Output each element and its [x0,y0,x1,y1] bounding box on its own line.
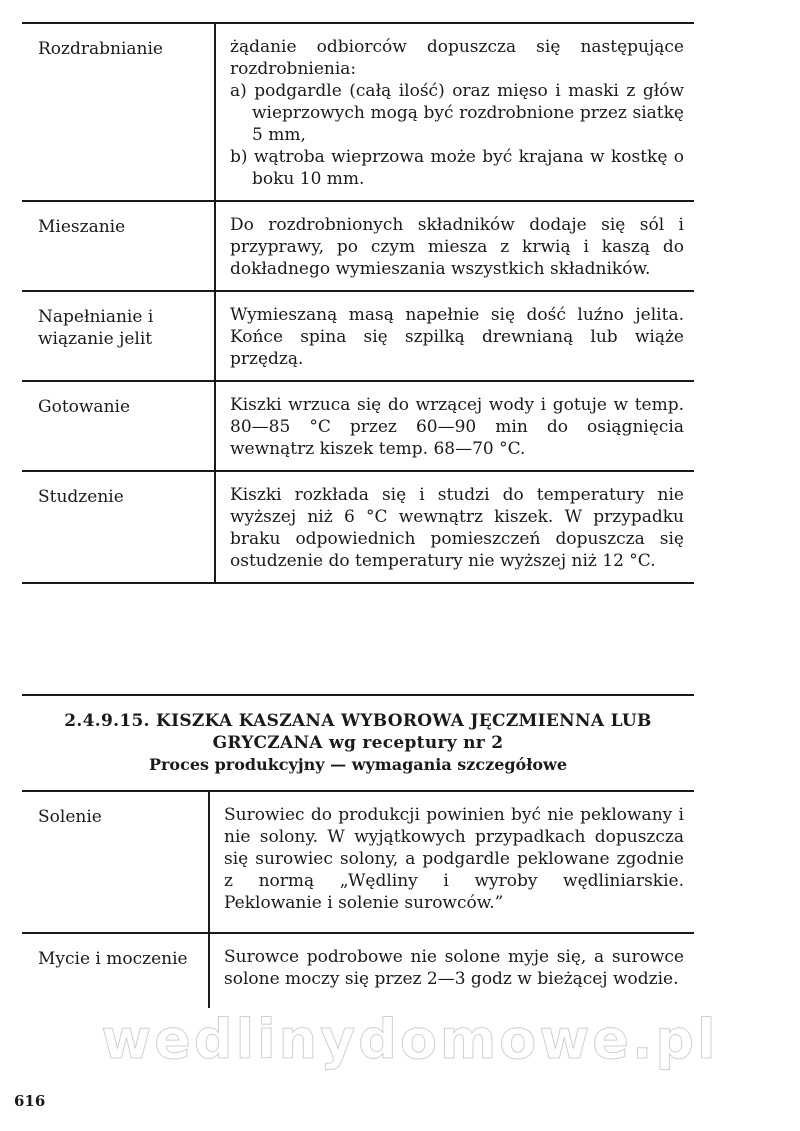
process-table-bottom [22,792,694,1008]
row-label: Napełnianie i wiązanie jelit [22,291,215,381]
table-row [22,201,694,291]
watermark: wedlinydomowe.pl [101,1008,719,1071]
table-row [22,792,694,933]
page-number: 616 [14,1092,46,1110]
row-label: Gotowanie [22,381,215,471]
row-text: Surowce podrobowe nie solone myje się, a surowce solone moczy się przez 2—3 godz w bieżącej wodzie. [209,933,694,1008]
section-subtitle: Proces produkcyjny — wymagania szczegółowe [148,755,568,774]
row-intro: żądanie odbiorców dopuszcza się następujące rozdrobnienia: [230,37,684,79]
row-label: Mieszanie [22,201,215,291]
table-row [22,471,694,583]
row-label: Studzenie [22,471,215,583]
table-row [22,933,694,1008]
table-row [22,291,694,381]
table-row [22,381,694,471]
row-text: Do rozdrobnionych składników dodaje się sól i przyprawy, po czym miesza z krwią i kaszą do dokładnego wymieszania wszystkich składników. [215,201,694,291]
row-text: Wymieszaną masą napełnie się dość luźno jelita. Końce spina się szpilką drewnianą lub wiąże przędzą. [215,291,694,381]
process-table-top [22,22,694,584]
row-text: Surowiec do produkcji powinien być nie peklowany i nie solony. W wyjątkowych przypadkach dopuszcza się surowiec solony, a podgardle peklowane zgodnie z normą „Wędliny i wyroby wędliniarskie. Peklowanie i solenie surowców.” [224,805,684,913]
table-row [22,23,694,201]
option-list [230,80,684,190]
section-title: 2.4.9.15. KISZKA KASZANA WYBOROWA JĘCZMIENNA LUB GRYCZANA wg receptury nr 2 [64,711,652,753]
row-label: Solenie [22,792,209,933]
list-item: a) podgardle (całą ilość) oraz mięso i maski z głów wieprzowych mogą być rozdrobnione przez siatkę 5 mm, [230,81,684,145]
row-text: Kiszki wrzuca się do wrzącej wody i gotuje w temp. 80—85 °C przez 60—90 min do osiągnięcia wewnątrz kiszek temp. 68—70 °C. [215,381,694,471]
list-item: b) wątroba wieprzowa może być krajana w kostkę o boku 10 mm. [230,147,684,189]
row-text: Kiszki rozkłada się i studzi do temperatury nie wyższej niż 6 °C wewnątrz kiszek. W przypadku braku odpowiednich pomieszczeń dopuszcza się ostudzenie do temperatury nie wyższej niż 12 °C. [215,471,694,583]
recipe-section [22,694,694,1008]
row-label: Mycie i moczenie [22,933,209,1008]
row-text [215,23,694,201]
row-label: Rozdrabnianie [22,23,215,201]
section-header [22,696,694,792]
